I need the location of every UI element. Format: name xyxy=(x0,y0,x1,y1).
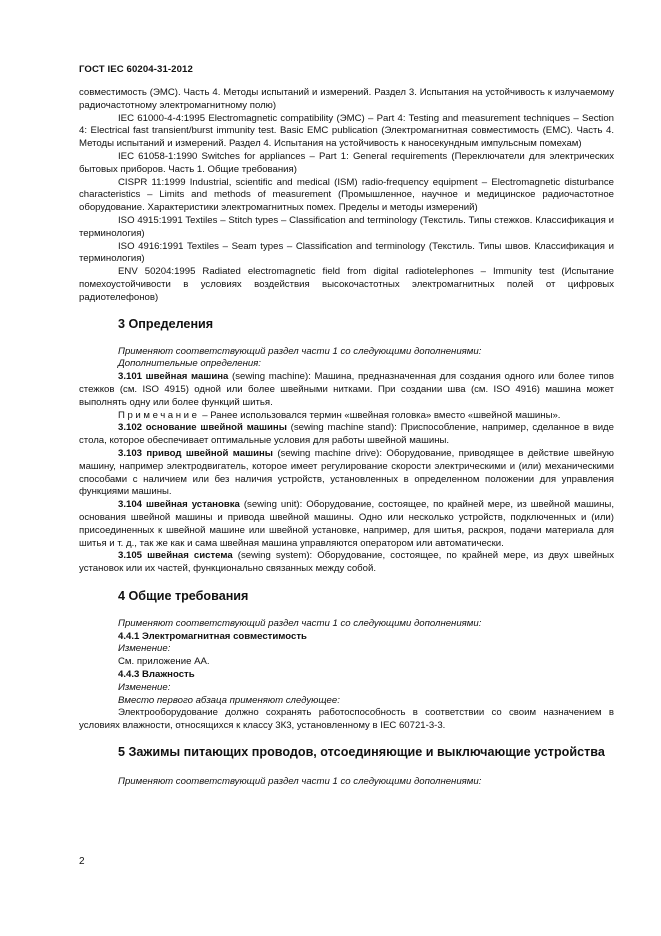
reference-iso-4916: ISO 4916:1991 Textiles – Seam types – Classification and terminology (Текстиль. Типы швов. Классификация и терминология) xyxy=(79,240,614,265)
section-5-heading: 5 Зажимы питающих проводов, отсоединяющие и выключающие устройства xyxy=(118,745,605,760)
definition-3105-text: (sewing system): Оборудование, состоящее, по крайней мере, из двух швейных установок или их частей, функционально связанных между собой. xyxy=(79,550,614,575)
definition-3101-text: (sewing machine): Машина, предназначенная для создания одного или более типов стежков (см. ISO 4915) одной или более швейными нитками. При создании шва (см. ISO 4916) машина может выполнять одну или более функций шитья. xyxy=(79,371,614,408)
section-4-heading: 4 Общие требования xyxy=(118,588,249,603)
section-3-intro: Применяют соответствующий раздел части 1 со следующими дополнениями: xyxy=(118,345,482,357)
running-header: ГОСТ IEC 60204-31-2012 xyxy=(79,64,193,75)
definition-3103-term: 3.103 привод швейной машины xyxy=(118,447,273,459)
subsection-441-heading: 4.4.1 Электромагнитная совместимость xyxy=(118,630,307,642)
humidity-requirement: Электрооборудование должно сохранять работоспособность в соответствии со своим назначением в условиях влажности, относящихся к классу 3К3, установленному в IEC 60721-3-3. xyxy=(79,707,614,732)
section-3-heading: 3 Определения xyxy=(118,316,214,331)
definition-3102-term: 3.102 основание швейной машины xyxy=(118,422,287,434)
reference-cispr-11: CISPR 11:1999 Industrial, scientific and medical (ISM) radio-frequency equipment – Electromagnetic disturbance characteristics – Limits and methods of measurement (Промышленное, научное и медицинское радиочастотное оборудование. Характеристики электромагнитных помех. Пределы и методы измерений) xyxy=(79,176,614,214)
definition-3105-term: 3.105 швейная система xyxy=(118,550,233,562)
page-body xyxy=(79,87,614,789)
reference-iso-4915: ISO 4915:1991 Textiles – Stitch types – Classification and terminology (Текстиль. Типы стежков. Классификация и терминология) xyxy=(79,214,614,239)
definition-3101-term: 3.101 швейная машина xyxy=(118,371,229,383)
note-label: Примечание xyxy=(118,409,200,421)
note xyxy=(79,410,614,423)
subsection-443-heading: 4.4.3 Влажность xyxy=(118,669,195,681)
reference-env-50204: ENV 50204:1995 Radiated electromagnetic field from digital radiotelephones – Immunity test (Испытание помехоустойчивости в условиях воздействия высокочастотных электромагнитных полей от цифровых радиотелефонов) xyxy=(79,266,614,303)
definition-3104-term: 3.104 швейная установка xyxy=(118,499,240,511)
definition-3102-text: (sewing machine stand): Приспособление, например, сделанное в виде стола, которое обеспечивает оптимальные условия для работы швейной машины. xyxy=(79,422,614,447)
section-3-extra: Дополнительные определения: xyxy=(118,358,261,370)
section-5-intro: Применяют соответствующий раздел части 1 со следующими дополнениями: xyxy=(118,776,482,788)
definition-3102 xyxy=(79,422,614,448)
definition-3104-text: (sewing unit): Оборудование, состоящее, по крайней мере, из швейной машины, основания швейной машины и привода швейной машины. Одно или несколько устройств, подключенных и (или) присоединенных к швейной машине или швейной установке, например, для шитья, раскроя, подачи материала для шитья и т. д., так же как и сама швейная машина управляются оператором или автоматически. xyxy=(79,499,614,549)
definition-3101 xyxy=(79,371,614,409)
definition-3104 xyxy=(79,499,614,550)
definition-3103-text: (sewing machine drive): Оборудование, приводящее в действие швейную машину, например электродвигатель, которое имеет регулирование скорости электрическими и (или) механическими способами с наличием или без наличия устройств, установленных в определенном положении для управления функциями машины. xyxy=(79,447,614,498)
see-annex-aa: См. приложение АА. xyxy=(118,656,210,668)
definition-3105 xyxy=(79,550,614,576)
note-text: – Ранее использовался термин «швейная головка» вместо «швейной машины». xyxy=(199,409,561,421)
reference-iec-61000: IEC 61000-4-4:1995 Electromagnetic compatibility (ЭМС) – Part 4: Testing and measurement techniques – Section 4: Electrical fast transient/burst immunity test. Basic EMC publication (Электромагнитная совместимость (ЕМС). Часть 4. Методы испытаний и измерений. Раздел 4. Испытания на устойчивость к наносекундным импульсным помехам) xyxy=(79,112,614,150)
page-number: 2 xyxy=(79,856,85,867)
section-4-intro: Применяют соответствующий раздел части 1 со следующими дополнениями: xyxy=(118,617,482,629)
reference-iec-61058: IEC 61058-1:1990 Switches for appliances – Part 1: General requirements (Переключатели для электрических бытовых приборов. Часть 1. Общие требования) xyxy=(79,150,614,175)
change-label-1: Изменение: xyxy=(118,643,171,655)
instead-first-paragraph: Вместо первого абзаца применяют следующее: xyxy=(118,694,340,706)
change-label-2: Изменение: xyxy=(118,681,171,693)
reference-emc-continued: совместимость (ЭМС). Часть 4. Методы испытаний и измерений. Раздел 3. Испытания на устойчивость к излучаемому радиочастотному электромагнитному полю) xyxy=(79,87,614,111)
definition-3103 xyxy=(79,448,614,499)
